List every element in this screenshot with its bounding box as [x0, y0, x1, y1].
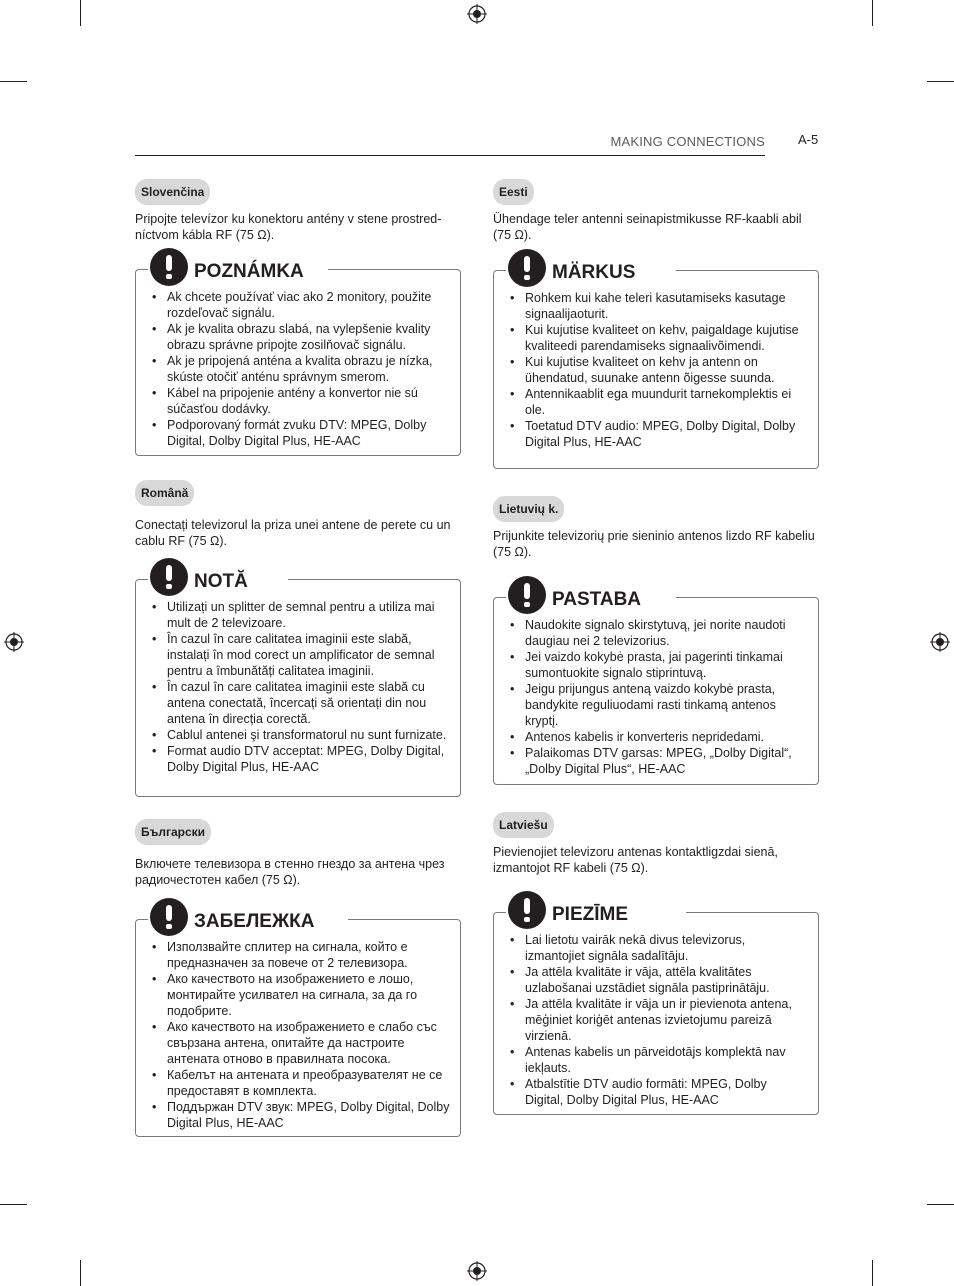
registration-mark-icon — [930, 632, 950, 652]
language-label: Română — [135, 480, 194, 506]
crop-mark — [0, 81, 27, 82]
list-item: • Cablul antenei şi transformatorul nu sunt furnizate. — [150, 727, 450, 743]
page-number: A-5 — [798, 132, 819, 147]
list-item: • Naudokite signalo skirstytuvą, jei norite naudoti daugiau nei 2 televizorius. — [508, 617, 808, 649]
registration-mark-icon — [4, 632, 24, 652]
note-list — [150, 939, 450, 1137]
language-label: Latviešu — [493, 812, 554, 838]
language-label: Български — [135, 819, 211, 845]
note-list — [508, 932, 808, 1114]
language-section-ro — [135, 480, 461, 549]
note-box — [493, 589, 819, 785]
intro-text: Prijunkite televizorių prie sieninio antenos lizdo RF kabeliu (75 Ω). — [493, 529, 815, 559]
note-box — [493, 904, 819, 1115]
crop-mark — [80, 0, 81, 26]
header-rule — [135, 155, 765, 156]
list-item: • Antenas kabelis un pārveidotājs komplektā nav iekļauts. — [508, 1044, 808, 1076]
section-header-title: MAKING CONNECTIONS — [610, 134, 765, 149]
registration-mark-icon — [467, 4, 487, 24]
intro-text: Conectați televizorul la priza unei antene de perete cu un cablu RF (75 Ω). — [135, 518, 451, 548]
note-title: POZNÁMKA — [194, 261, 308, 283]
note-list — [150, 289, 450, 455]
note-box — [135, 911, 461, 1137]
list-item: • Lai lietotu vairāk nekā divus televizorus, izmantojiet signāla sadalītāju. — [508, 932, 808, 964]
note-title: PIEZĪME — [552, 904, 632, 926]
list-item: • Format audio DTV acceptat: MPEG, Dolby Digital, Dolby Digital Plus, HE-AAC — [150, 743, 450, 775]
list-item: • Ak je kvalita obrazu slabá, na vylepšenie kvality obrazu správne pripojte zosilňovač signálu. — [150, 321, 450, 353]
list-item: • În cazul în care calitatea imaginii este slabă cu antena conectată, încercați să orientați din nou antena în direcția corectă. — [150, 679, 450, 727]
list-item: • Ако качеството на изображението е лошо, монтирайте усилвател на сигнала, за да го подобрите. — [150, 971, 450, 1019]
note-box — [493, 262, 819, 469]
crop-mark — [0, 1204, 27, 1205]
note-title: PASTABA — [552, 589, 645, 611]
list-item: • Antennikaablit ega muundurit tarnekomplektis ei ole. — [508, 386, 808, 418]
exclamation-icon — [150, 558, 188, 596]
exclamation-icon — [508, 891, 546, 929]
list-item: • Ak chcete používať viac ako 2 monitory, použite rozdeľovač signálu. — [150, 289, 450, 321]
exclamation-icon — [508, 576, 546, 614]
list-item: • Ak je pripojená anténa a kvalita obrazu je nízka, skúste otočiť anténu správnym smerom. — [150, 353, 450, 385]
language-section-sk — [135, 179, 461, 243]
exclamation-icon — [150, 248, 188, 286]
note-box — [135, 261, 461, 456]
crop-mark — [872, 0, 873, 26]
note-list — [508, 617, 808, 783]
language-section-lv — [493, 812, 819, 876]
language-label: Lietuvių k. — [493, 496, 564, 522]
list-item: • Ja attēla kvalitāte ir vāja, attēla kvalitātes uzlabošanai uzstādiet signāla pastiprinātāju. — [508, 964, 808, 996]
note-title: NOTĂ — [194, 571, 252, 593]
language-section-lt — [493, 496, 819, 560]
crop-mark — [927, 81, 954, 82]
note-list — [150, 599, 450, 781]
intro-text: Включете телевизора в стенно гнездо за антена чрез радиочестотен кабел (75 Ω). — [135, 857, 445, 887]
intro-text: Ühendage teler antenni seinapistmikusse RF-kaabli abil (75 Ω). — [493, 212, 802, 242]
exclamation-icon — [150, 898, 188, 936]
language-label: Slovenčina — [135, 179, 210, 205]
crop-mark — [927, 1204, 954, 1205]
note-list — [508, 290, 808, 456]
list-item: • Kui kujutise kvaliteet on kehv ja antenn on ühendatud, suunake antenn õigesse suunda. — [508, 354, 808, 386]
list-item: • Jeigu prijungus anteną vaizdo kokybė prasta, bandykite reguliuodami rasti tinkamą antenos kryptį. — [508, 681, 808, 729]
list-item: • Podporovaný formát zvuku DTV: MPEG, Dolby Digital, Dolby Digital Plus, HE-AAC — [150, 417, 450, 449]
note-box — [135, 571, 461, 797]
intro-text: Pripojte televízor ku konektoru antény v stene prostred-níctvom kábla RF (75 Ω). — [135, 212, 442, 242]
list-item: • Toetatud DTV audio: MPEG, Dolby Digital, Dolby Digital Plus, HE-AAC — [508, 418, 808, 450]
registration-mark-icon — [467, 1261, 487, 1281]
list-item: • Поддържан DTV звук: MPEG, Dolby Digital, Dolby Digital Plus, HE-AAC — [150, 1099, 450, 1131]
list-item: • În cazul în care calitatea imaginii este slabă, instalați în mod corect un amplificator de semnal pentru a îmbunătăți calitatea imaginii. — [150, 631, 450, 679]
list-item: • Ако качеството на изображението е слабо със свързана антена, опитайте да настроите антената отново в правилната посока. — [150, 1019, 450, 1067]
note-title: ЗАБЕЛЕЖКА — [194, 911, 318, 933]
exclamation-icon — [508, 249, 546, 287]
crop-mark — [872, 1260, 873, 1286]
list-item: • Atbalstītie DTV audio formāti: MPEG, Dolby Digital, Dolby Digital Plus, HE-AAC — [508, 1076, 808, 1108]
list-item: • Rohkem kui kahe teleri kasutamiseks kasutage signaalijaoturit. — [508, 290, 808, 322]
list-item: • Кабелът на антената и преобразувателят не се предоставят в комплекта. — [150, 1067, 450, 1099]
list-item: • Ja attēla kvalitāte ir vāja un ir pievienota antena, mēģiniet koriģēt antenas izvietojumu pareizā virzienā. — [508, 996, 808, 1044]
list-item: • Използвайте сплитер на сигнала, който е предназначен за повече от 2 телевизора. — [150, 939, 450, 971]
intro-text: Pievienojiet televizoru antenas kontaktligzdai sienā, izmantojot RF kabeli (75 Ω). — [493, 845, 778, 875]
list-item: • Utilizați un splitter de semnal pentru a utiliza mai mult de 2 televizoare. — [150, 599, 450, 631]
list-item: • Jei vaizdo kokybė prasta, jai pagerinti tinkamai sumontuokite signalo stiprintuvą. — [508, 649, 808, 681]
list-item: • Kui kujutise kvaliteet on kehv, paigaldage kujutise kvaliteedi parendamiseks signaalivõimendi. — [508, 322, 808, 354]
list-item: • Kábel na pripojenie antény a konvertor nie sú súčasťou dodávky. — [150, 385, 450, 417]
language-label: Eesti — [493, 179, 534, 205]
note-title: MÄRKUS — [552, 262, 639, 284]
crop-mark — [80, 1260, 81, 1286]
language-section-et — [493, 179, 819, 243]
list-item: • Palaikomas DTV garsas: MPEG, „Dolby Digital“, „Dolby Digital Plus“, HE-AAC — [508, 745, 808, 777]
language-section-bg — [135, 819, 461, 888]
list-item: • Antenos kabelis ir konverteris nepridedami. — [508, 729, 808, 745]
